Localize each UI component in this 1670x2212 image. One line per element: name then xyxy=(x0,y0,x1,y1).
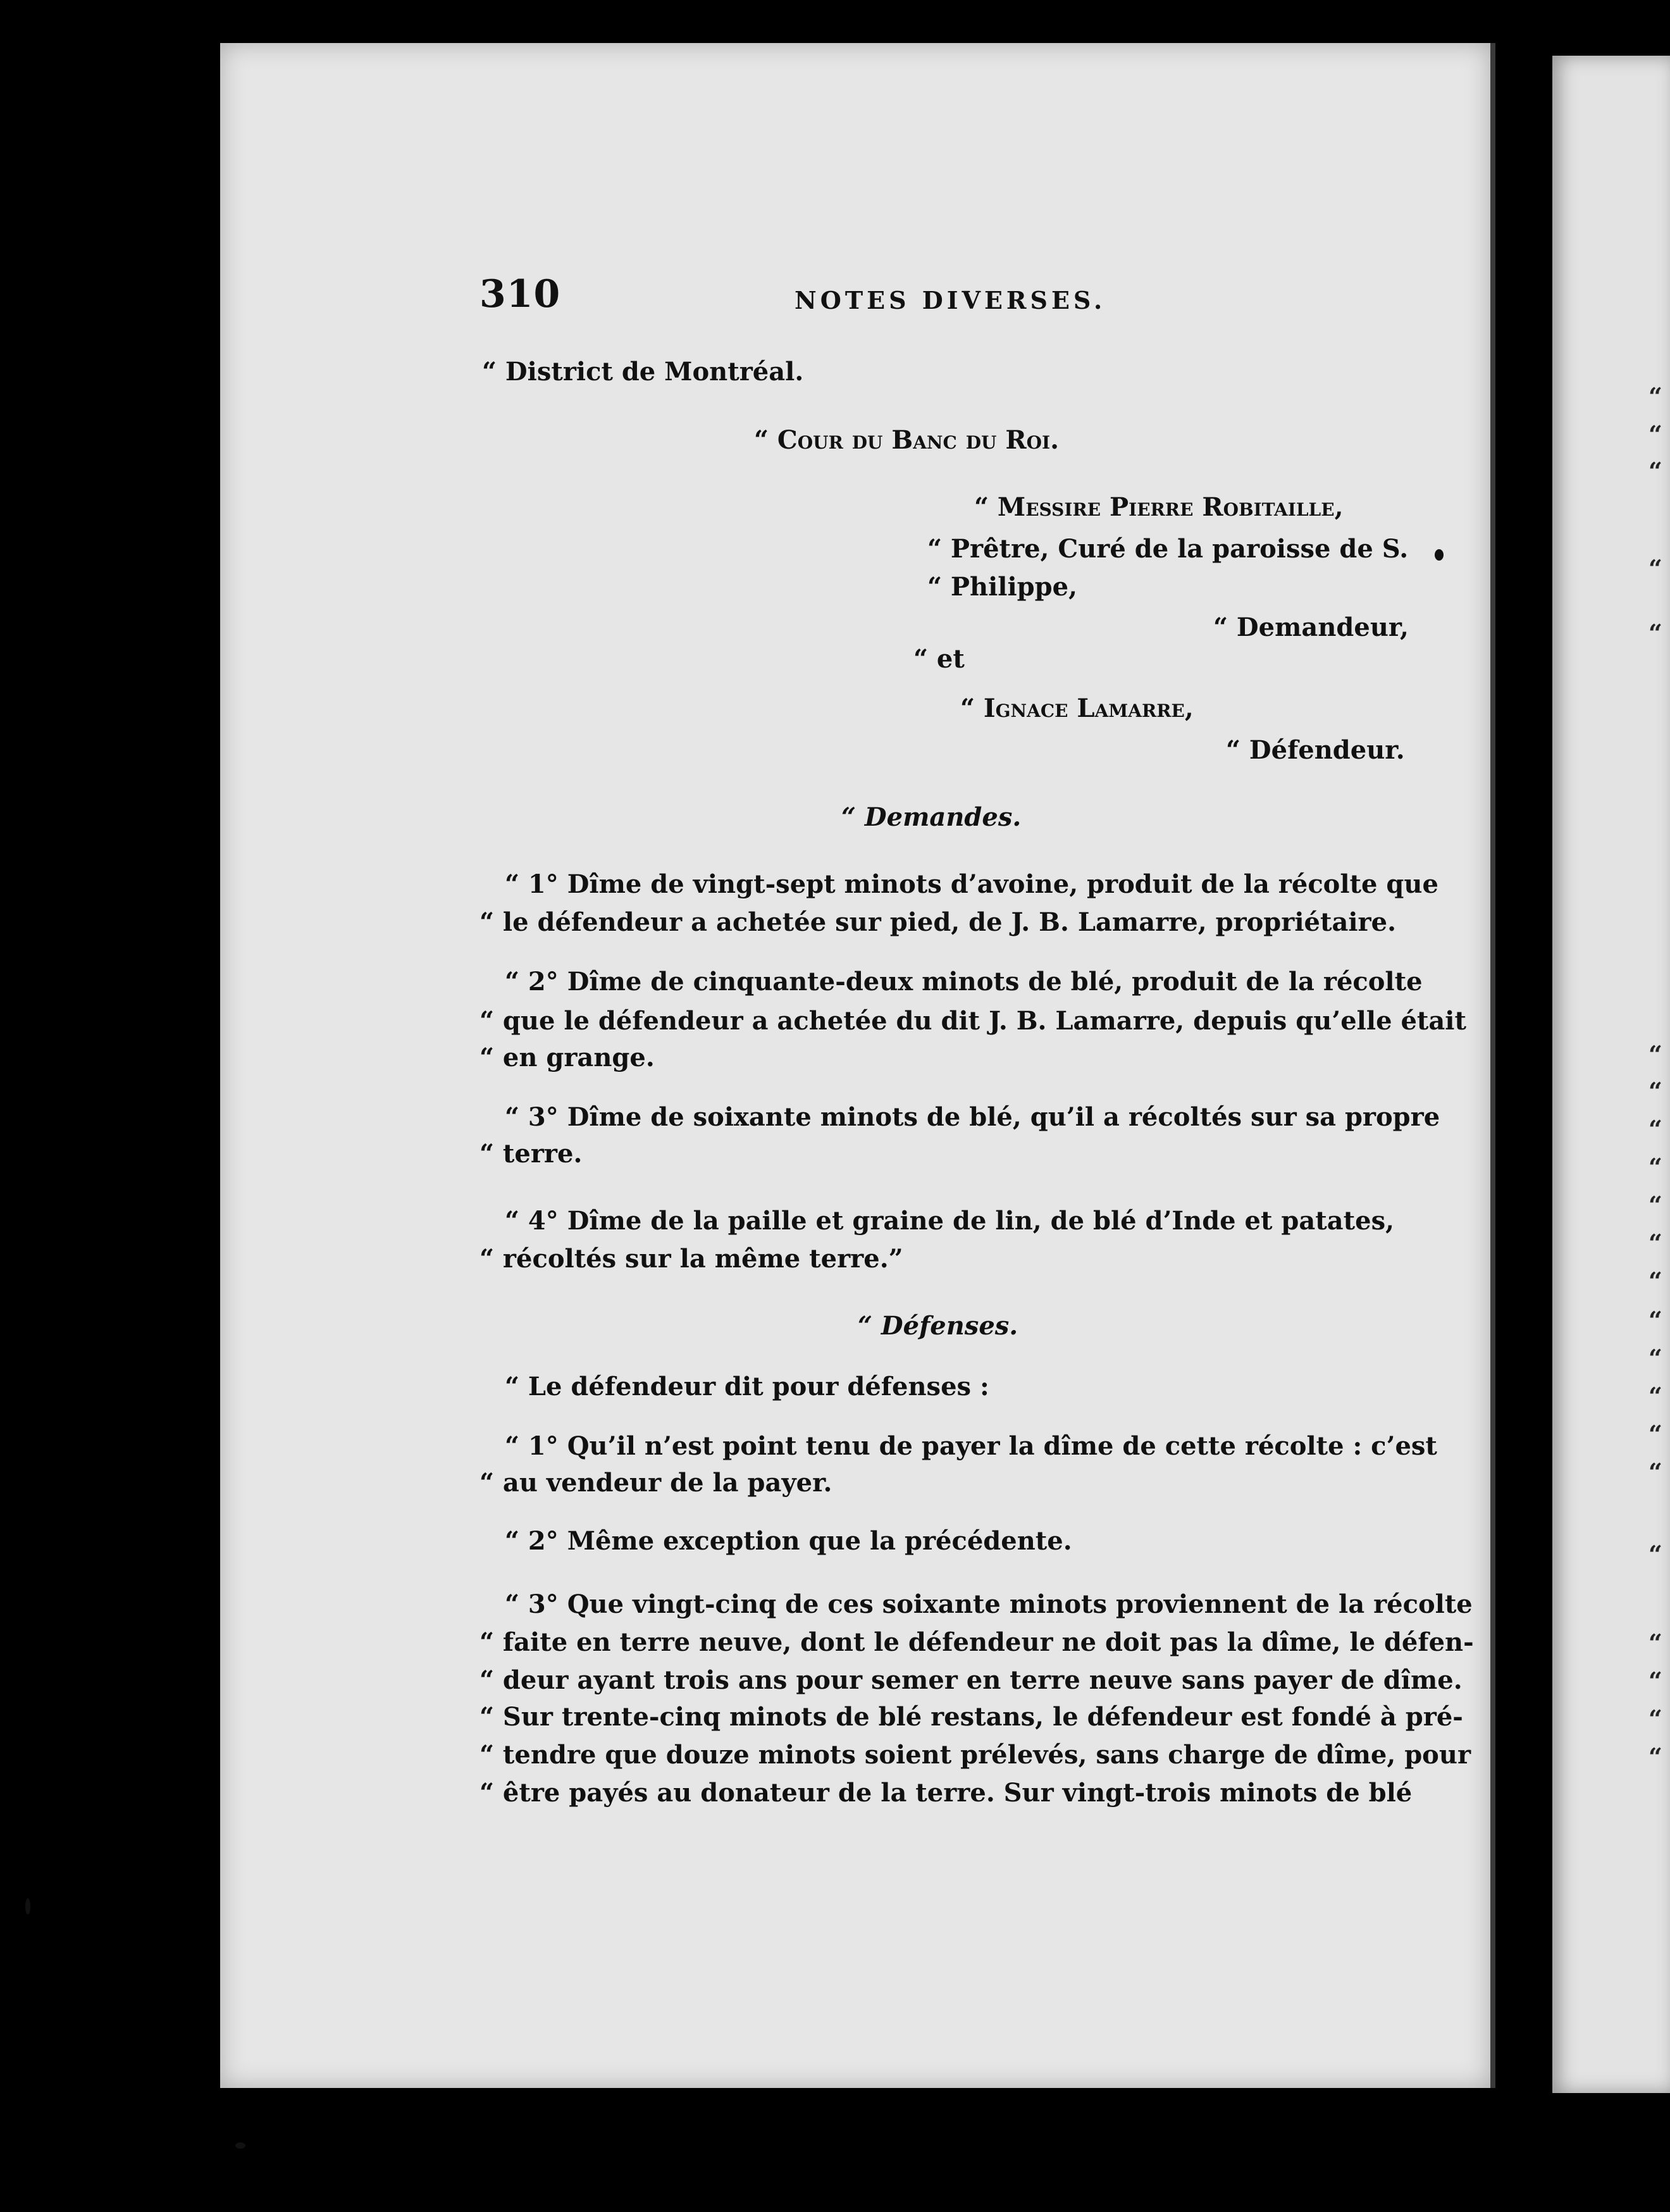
facing-quote-mark: “ xyxy=(1648,1040,1662,1069)
facing-quote-mark: “ xyxy=(1648,1115,1662,1143)
facing-quote-mark: “ xyxy=(1648,1229,1662,1257)
scan-speck xyxy=(25,1898,30,1915)
facing-quote-mark: “ xyxy=(1648,1344,1662,1372)
facing-quote-mark: “ xyxy=(1648,1629,1662,1657)
facing-quote-mark: “ xyxy=(1648,1191,1662,1219)
running-head: NOTES DIVERSES. xyxy=(795,286,1106,314)
facing-quote-mark: “ xyxy=(1648,1705,1662,1733)
facing-quote-mark: “ xyxy=(1648,1382,1662,1410)
defendant-role: “ Défendeur. xyxy=(1226,735,1405,765)
text-line: “ Sur trente-cinq minots de blé restans, le défendeur est fondé à pré- xyxy=(479,1702,1463,1732)
defendant-name: “ Ignace Lamarre, xyxy=(960,693,1194,723)
facing-quote-mark: “ xyxy=(1648,554,1662,583)
facing-quote-mark: “ xyxy=(1648,1667,1662,1695)
facing-quote-mark: “ xyxy=(1648,1420,1662,1448)
demandes-heading: “ Demandes. xyxy=(841,802,1022,832)
text-line: “ le défendeur a achetée sur pied, de J. B. Lamarre, propriétaire. xyxy=(479,907,1397,937)
court-line: “ Cour du Banc du Roi. xyxy=(754,425,1060,455)
facing-quote-mark: “ xyxy=(1648,1306,1662,1334)
facing-quote-mark: “ xyxy=(1648,1743,1662,1771)
plaintiff-role: “ Demandeur, xyxy=(1213,612,1409,642)
facing-quote-mark: “ xyxy=(1648,1458,1662,1486)
text-line: “ terre. xyxy=(479,1139,583,1169)
text-line: “ deur ayant trois ans pour semer en terre neuve sans payer de dîme. xyxy=(479,1665,1463,1695)
text-line: “ récoltés sur la même terre.” xyxy=(479,1244,903,1274)
facing-page xyxy=(1552,56,1670,2093)
text-line: “ 2° Même exception que la précédente. xyxy=(505,1526,1072,1556)
facing-quote-mark: “ xyxy=(1648,1077,1662,1105)
page-number: 310 xyxy=(479,272,561,316)
text-line: “ 2° Dîme de cinquante-deux minots de blé, produit de la récolte xyxy=(505,967,1423,997)
facing-quote-mark: “ xyxy=(1648,457,1662,485)
text-line: “ que le défendeur a achetée du dit J. B. Lamarre, depuis qu’elle était xyxy=(479,1006,1466,1036)
scan-speck xyxy=(235,2142,245,2149)
district-line: “ District de Montréal. xyxy=(482,357,804,387)
page-gutter xyxy=(1490,43,1495,2088)
text-line: “ en grange. xyxy=(479,1043,655,1072)
text-line: “ être payés au donateur de la terre. Sur vingt-trois minots de blé xyxy=(479,1778,1413,1808)
text-line: “ 4° Dîme de la paille et graine de lin, de blé d’Inde et patates, xyxy=(505,1206,1395,1236)
facing-quote-mark: “ xyxy=(1648,420,1662,449)
facing-quote-mark: “ xyxy=(1648,382,1662,411)
scan-speck xyxy=(1435,549,1444,561)
text-line: “ Le défendeur dit pour défenses : xyxy=(505,1372,989,1401)
text-line: “ tendre que douze minots soient prélevés, sans charge de dîme, pour xyxy=(479,1740,1471,1770)
text-line: “ 1° Dîme de vingt-sept minots d’avoine, produit de la récolte que xyxy=(505,869,1438,899)
facing-quote-mark: “ xyxy=(1648,1267,1662,1295)
plaintiff-parish: “ Philippe, xyxy=(927,572,1077,602)
text-line: “ 3° Que vingt-cinq de ces soixante minots proviennent de la récolte xyxy=(505,1589,1473,1619)
text-line: “ 1° Qu’il n’est point tenu de payer la dîme de cette récolte : c’est xyxy=(505,1431,1437,1461)
and-line: “ et xyxy=(913,644,965,674)
text-line: “ au vendeur de la payer. xyxy=(479,1468,832,1498)
defenses-heading: “ Défenses. xyxy=(858,1311,1018,1341)
facing-quote-mark: “ xyxy=(1648,1153,1662,1181)
facing-quote-mark: “ xyxy=(1648,619,1662,647)
text-line: “ faite en terre neuve, dont le défendeur ne doit pas la dîme, le défen- xyxy=(479,1627,1474,1657)
plaintiff-name: “ Messire Pierre Robitaille, xyxy=(974,492,1344,522)
plaintiff-title: “ Prêtre, Curé de la paroisse de S. xyxy=(927,534,1409,564)
facing-quote-mark: “ xyxy=(1648,1540,1662,1569)
text-line: “ 3° Dîme de soixante minots de blé, qu’il a récoltés sur sa propre xyxy=(505,1102,1440,1132)
